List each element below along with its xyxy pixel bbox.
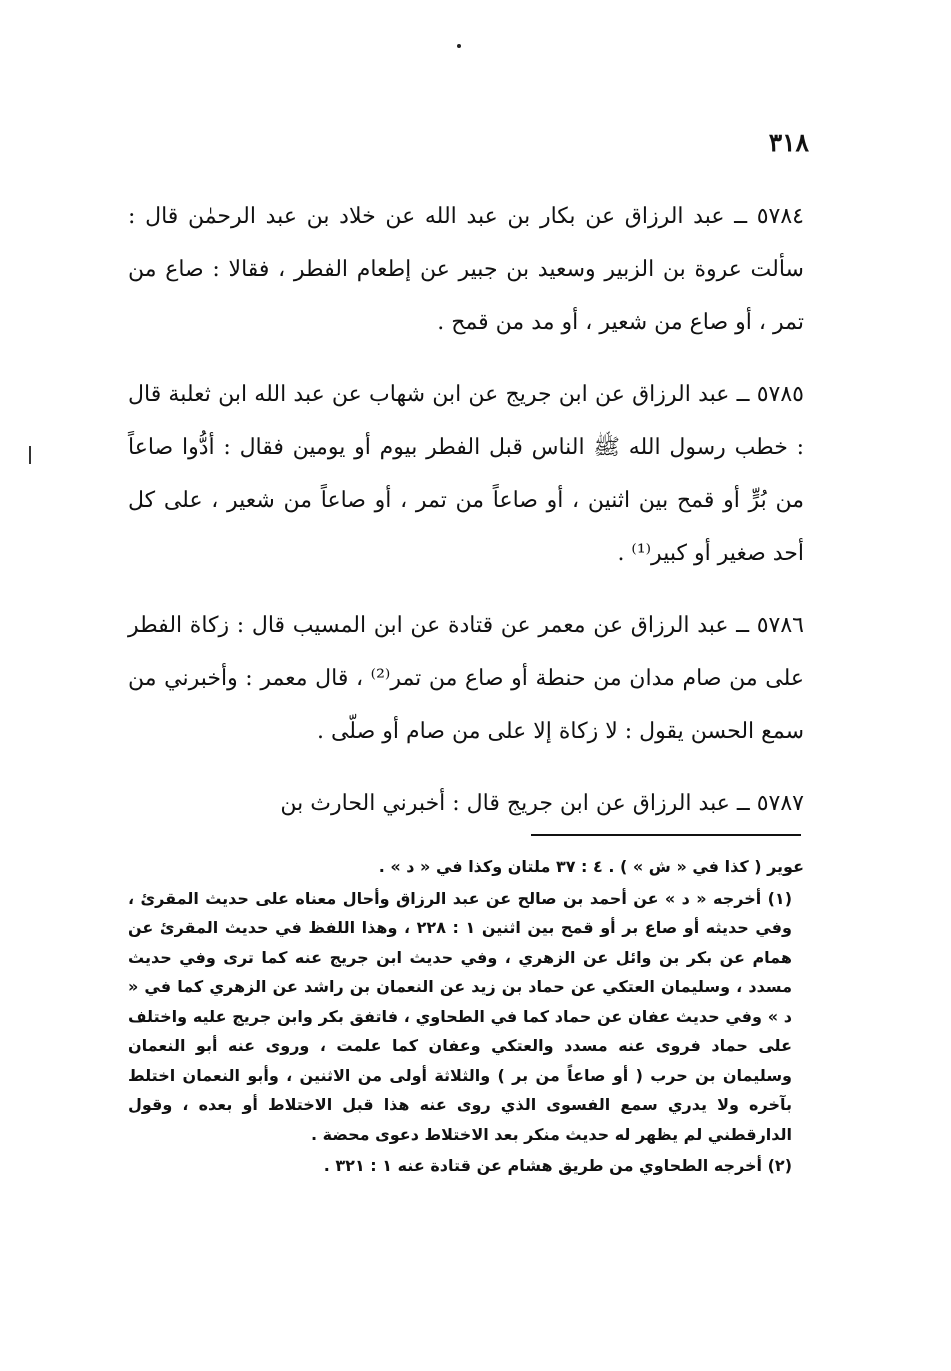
footnotes <box>128 852 804 1183</box>
footnote-1: (١) أخرجه « د » عن أحمد بن صالح عن عبد الرزاق وأحال معناه على حديث المقرئ ، وفي حديثه أو صاع بر أو قمح بين اثنين ١ : ٢٢٨ ، وهذا اللفظ في حديث المقرئ عن همام عن بكر بن وائل عن الزهري ، وفي حديث ابن جريج عنه كما ترى وفي حديث مسدد ، وسليمان العتكي عن حماد بن زيد عن النعمان بن راشد عن الزهري كما في « د » وفي حديث عفان عن حماد كما في الطحاوي ، فاتفق بكر وابن جريج عليه واختلف على حماد فروى عنه مسدد والعتكي وعفان كما علمت ، وروى عنه أبو النعمان وسليمان بن حرب ( أو صاعاً من بر ) والثلاثة أولى من الاثنين ، وأبو النعمان اختلط بآخره ولا يدري سمع الفسوى الذي روى عنه هذا قبل الاختلاط أو بعده ، وقول الدارقطني لم يظهر له حديث منكر بعد الاختلاط دعوى محضة . <box>128 888 792 1144</box>
margin-tick-mark <box>29 446 31 464</box>
hadith-5784: ٥٧٨٤ ــ عبد الرزاق عن بكار بن عبد الله عن خلاد بن عبد الرحمٰن قال : سألت عروة بن الزبير وسعيد بن جبير عن إطعام الفطر ، فقالا : صاع من تمر ، أو صاع من شعير ، أو مد من قمح . <box>128 204 804 335</box>
footnote-2: (٢) أخرجه الطحاوي من طريق هشام عن قتادة عنه ١ : ٣٢١ . <box>323 1156 792 1175</box>
footnote-continuation: عوير ( كذا في « ش » ) . ٤ : ٣٧ ملتان وكذا في « د » . <box>378 857 804 876</box>
hadith-5786: ٥٧٨٦ ــ عبد الرزاق عن معمر عن قتادة عن ابن المسيب قال : زكاة الفطر على من صام مدان من حنطة أو صاع من تمر⁽²⁾ ، قال معمر : وأخبرني من سمع الحسن يقول : لا زكاة إلا على من صام أو صلّى . <box>128 613 804 744</box>
hadith-5787: ٥٧٨٧ ــ عبد الرزاق عن ابن جريج قال : أخبرني الحارث بن <box>280 791 804 816</box>
hadith-body <box>128 190 804 830</box>
page-number: ٣١٨ <box>768 128 809 157</box>
footnote-separator <box>531 834 801 836</box>
hadith-5785: ٥٧٨٥ ــ عبد الرزاق عن ابن جريج عن ابن شهاب عن عبد الله ابن ثعلبة قال : خطب رسول الله ﷺ الناس قبل الفطر بيوم أو يومين فقال : أدُّوا صاعاً من بُرٍّ أو قمح بين اثنين ، أو صاعاً من تمر ، أو صاعاً من شعير ، على كل أحد صغير أو كبير⁽¹⁾ . <box>128 382 805 566</box>
top-dot-mark <box>457 44 461 48</box>
